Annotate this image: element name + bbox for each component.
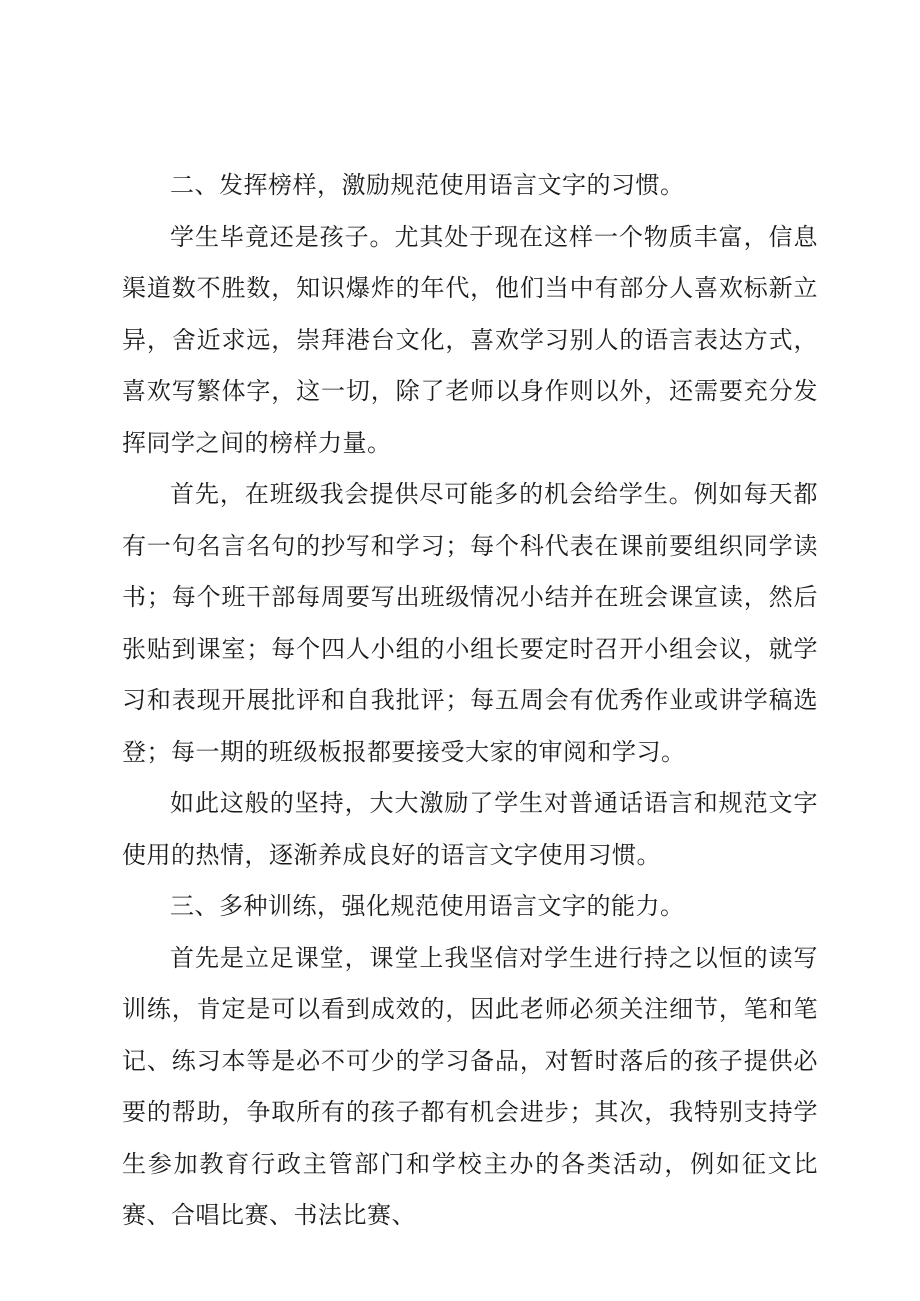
document-body (122, 160, 818, 1242)
paragraph-role-models: 学生毕竟还是孩子。尤其处于现在这样一个物质丰富，信息渠道数不胜数，知识爆炸的年代，他们当中有部分人喜欢标新立异，舍近求远，崇拜港台文化，喜欢学习别人的语言表达方式，喜欢写繁体字，这一切，除了老师以身作则以外，还需要充分发挥同学之间的榜样力量。 (122, 222, 818, 457)
section-heading-2: 二、发挥榜样，激励规范使用语言文字的习惯。 (170, 171, 685, 199)
paragraph-classroom-training: 首先是立足课堂，课堂上我坚信对学生进行持之以恒的读写训练，肯定是可以看到成效的，因此老师必须关注细节，笔和笔记、练习本等是必不可少的学习备品，对暂时落后的孩子提供必要的帮助，争取所有的孩子都有机会进步；其次，我特别支持学生参加教育行政主管部门和学校主办的各类活动，例如征文比赛、合唱比赛、书法比赛、 (122, 943, 818, 1229)
paragraph-persistence: 如此这般的坚持，大大激励了学生对普通话语言和规范文字使用的热情，逐渐养成良好的语言文字使用习惯。 (122, 789, 818, 869)
paragraph-class-opportunities: 首先，在班级我会提供尽可能多的机会给学生。例如每天都有一句名言名句的抄写和学习；每个科代表在课前要组织同学读书；每个班干部每周要写出班级情况小结并在班会课宣读，然后张贴到课室；每个四人小组的小组长要定时召开小组会议，就学习和表现开展批评和自我批评；每五周会有优秀作业或讲学稿选登；每一期的班级板报都要接受大家的审阅和学习。 (122, 480, 818, 766)
section-heading-3: 三、多种训练，强化规范使用语言文字的能力。 (170, 892, 685, 920)
